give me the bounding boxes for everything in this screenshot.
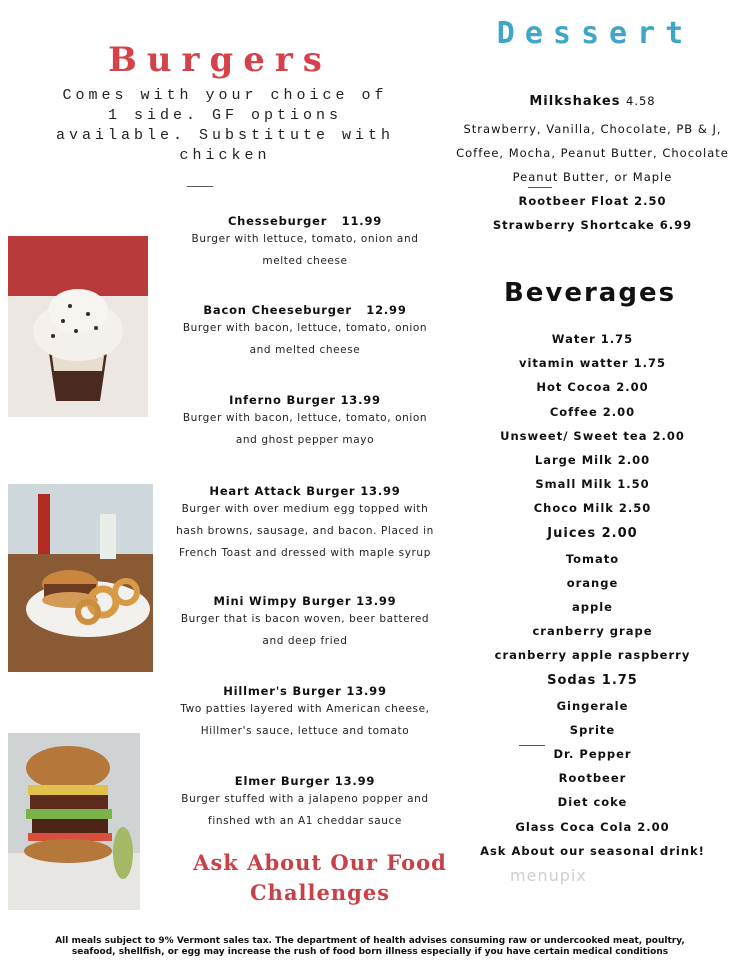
item-name: Heart Attack Burger [209,484,356,498]
item-description: finshed wth an A1 cheddar sauce [208,815,402,827]
elmer-burger-photo [8,733,140,910]
item-description: Burger with over medium egg topped with [181,503,429,515]
item-description: French Toast and dressed with maple syrup [179,547,431,559]
beverages-title: Beverages [503,278,677,308]
menu-item-heart-attack-burger [160,484,450,564]
item-description: hash browns, sausage, and bacon. Placed in [176,525,434,537]
item-name: Hillmer's Burger [223,684,342,698]
beverage-item: Large Milk 2.00 [534,453,651,468]
sodas-title: Sodas 1.75 [547,672,638,688]
item-description: melted cheese [262,255,348,267]
juice-item: orange [566,575,619,590]
beverage-item: Unsweet/ Sweet tea 2.00 [500,428,685,443]
strawberry-shortcake: Strawberry Shortcake 6.99 [492,218,693,232]
beverage-item: Coffee 2.00 [549,404,636,419]
beverage-item: Water 1.75 [551,332,634,346]
milkshake-photo [8,236,148,417]
menu-item-mini-wimpy-burger [160,594,450,652]
item-description: Burger with lettuce, tomato, onion and [191,233,419,245]
burgers-subtitle: Comes with your choice of 1 side. GF options available. Substitute with chicken [55,87,395,164]
beverage-item: Small Milk 1.50 [535,477,650,492]
dessert-title: Dessert [496,16,694,51]
rootbeer-float: Rootbeer Float 2.50 [518,194,667,208]
menu-item-bacon-cheeseburger [160,303,450,361]
milkshake-flavors: Peanut Butter, or Maple [512,170,673,184]
menu-item-hillmers-burger [160,684,450,742]
item-description: and deep fried [262,635,348,647]
item-description: Burger with bacon, lettuce, tomato, onion [182,322,428,334]
item-price: 11.99 [341,214,383,228]
burger-onion-rings-photo [8,484,153,672]
juice-item: cranberry grape [532,624,653,639]
beverage-item: Choco Milk 2.50 [533,501,652,516]
item-description: Burger stuffed with a jalapeno popper and [181,793,429,805]
item-description: Two patties layered with American cheese, [180,703,430,715]
soda-item: Diet coke [557,795,628,810]
item-description: Hillmer's sauce, lettuce and tomato [200,725,410,737]
watermark-logo: menupix [510,866,587,885]
soda-item: Dr. Pepper [553,747,632,762]
milkshake-flavors: Strawberry, Vanilla, Chocolate, PB & J, [463,122,722,136]
divider [519,745,545,746]
footer-line: All meals subject to 9% Vermont sales tax. The department of health advises consuming raw or undercooked meat, poultry, [55,936,685,946]
footer-line: seafood, shellfish, or egg may increase the rush of food born illness especially if you have certain medical conditions [71,947,669,957]
soda-item: Glass Coca Cola 2.00 [515,819,670,834]
item-price: 13.99 [340,393,381,407]
beverage-item: vitamin watter 1.75 [518,356,667,371]
divider [187,186,213,187]
dessert-section [450,92,735,237]
seasonal-drink-note: Ask About our seasonal drink! [480,843,705,858]
item-name: Inferno Burger [229,393,336,407]
item-description: and melted cheese [249,344,361,356]
menu-item-inferno-burger [160,393,450,451]
footer-disclaimer [20,936,720,958]
item-price: 12.99 [366,303,407,317]
item-price: 13.99 [334,774,376,788]
milkshakes-price: 4.58 [626,94,656,108]
beverage-item: Hot Cocoa 2.00 [536,380,649,395]
item-description: Burger with bacon, lettuce, tomato, onion [182,412,428,424]
soda-item: Gingerale [556,698,629,713]
item-description: Burger that is bacon woven, beer battered [180,613,430,625]
item-name: Chesseburger [227,214,328,228]
divider [528,187,552,188]
soda-item: Rootbeer [558,771,627,786]
juice-item: cranberry apple raspberry [494,648,691,663]
item-name: Mini Wimpy Burger [213,594,352,608]
juices-title: Juices 2.00 [547,525,638,541]
item-price: 13.99 [356,594,397,608]
item-description: and ghost pepper mayo [235,434,375,446]
milkshake-flavors: Coffee, Mocha, Peanut Butter, Chocolate [456,146,729,160]
item-price: 13.99 [346,684,387,698]
beverages-list [450,327,735,863]
menu-item-chesseburger [160,214,450,272]
burgers-title: Burgers [108,40,332,80]
item-price: 13.99 [360,484,401,498]
milkshakes-label: Milkshakes [529,94,621,109]
item-name: Elmer Burger [234,774,330,788]
menu-item-elmer-burger [160,774,450,832]
juice-item: apple [572,600,613,615]
juice-item: Tomato [565,551,620,566]
item-name: Bacon Cheeseburger [203,303,352,317]
soda-item: Sprite [569,722,616,737]
food-challenge-banner: Ask About Our Food Challenges [193,850,447,905]
